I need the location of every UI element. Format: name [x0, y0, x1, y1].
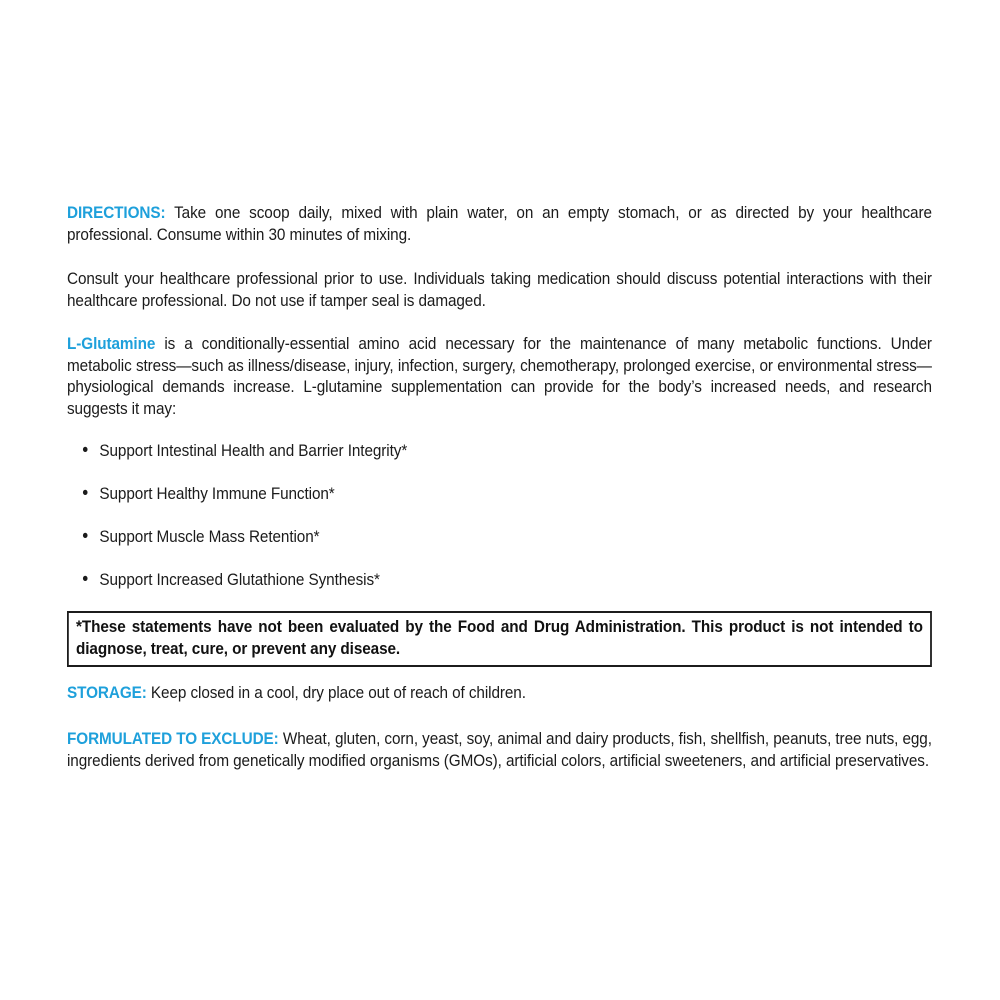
glutamine-heading: L-Glutamine	[67, 333, 156, 353]
benefits-list	[67, 440, 932, 591]
label-copy	[67, 202, 932, 772]
storage-text: Keep closed in a cool, dry place out of reach of children.	[150, 682, 526, 702]
exclude-text: Wheat, gluten, corn, yeast, soy, animal and dairy products, fish, shellfish, peanuts, tree nuts, egg, ingredients derived from genetically modified organisms (GMOs), artificial colors, artificial sweeteners, and artificial preservatives.	[67, 729, 932, 771]
benefit-item: • Support Muscle Mass Retention*	[67, 526, 932, 548]
benefit-item: • Support Healthy Immune Function*	[67, 483, 932, 505]
directions-paragraph	[67, 202, 932, 245]
benefit-item: • Support Increased Glutathione Synthesis*	[67, 569, 932, 591]
exclude-heading: FORMULATED TO EXCLUDE:	[67, 729, 279, 749]
consult-paragraph: Consult your healthcare professional prior to use. Individuals taking medication should discuss potential interactions with their healthcare professional. Do not use if tamper seal is damaged.	[67, 269, 932, 311]
directions-text: Take one scoop daily, mixed with plain water, on an empty stomach, or as directed by your healthcare professional. Consume within 30 minutes of mixing.	[67, 203, 932, 244]
benefit-item: • Support Intestinal Health and Barrier Integrity*	[67, 440, 932, 462]
fda-disclaimer-box: *These statements have not been evaluated by the Food and Drug Administration. This product is not intended to diagnose, treat, cure, or prevent any disease.	[67, 611, 932, 666]
storage-paragraph	[67, 682, 932, 704]
glutamine-paragraph	[67, 333, 932, 420]
storage-heading: STORAGE:	[67, 682, 147, 702]
directions-heading: DIRECTIONS:	[67, 203, 166, 222]
exclude-paragraph	[67, 728, 932, 771]
glutamine-text: is a conditionally-essential amino acid necessary for the maintenance of many metabolic functions. Under metabolic stress—such as illness/disease, injury, infection, surgery, chemotherapy, prolonged exercise, or environmental stress—physiological demands increase. L-glutamine supplementation can provide for the body’s increased needs, and research suggests it may:	[67, 333, 932, 418]
